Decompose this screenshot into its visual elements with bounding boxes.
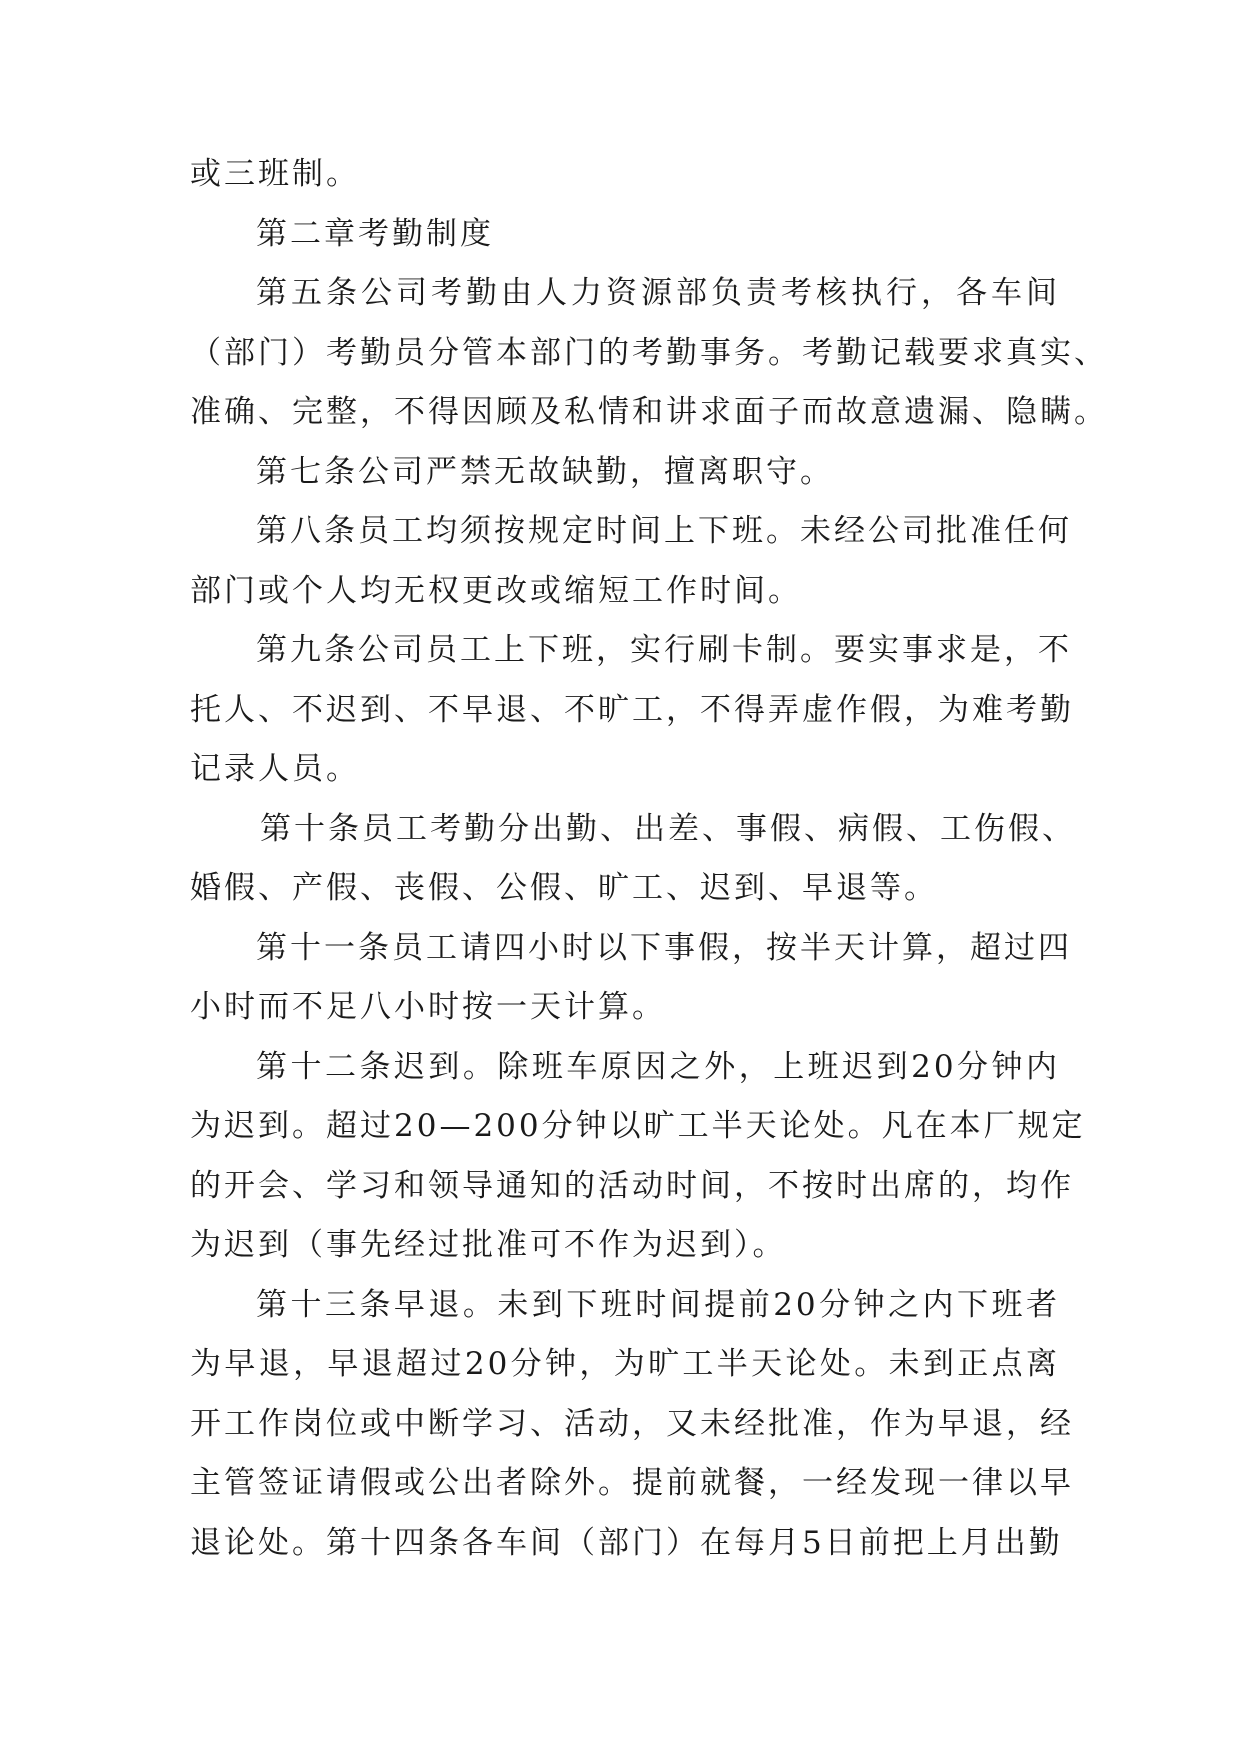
chapter-heading: 第二章考勤制度 (256, 215, 494, 252)
article-14-line-1: 退论处。第十四条各车间（部门）在每月5日前把上月出勤 (190, 1524, 1063, 1561)
article-10-line-2: 婚假、产假、丧假、公假、旷工、迟到、早退等。 (190, 870, 938, 906)
article-8-line-2: 部门或个人均无权更改或缩短工作时间。 (190, 572, 802, 609)
text-line: 或三班制。 (190, 156, 360, 192)
article-12-line-4: 为迟到（事先经过批准可不作为迟到）。 (190, 1227, 787, 1263)
article-9-line-3: 记录人员。 (190, 751, 360, 787)
article-5-line-2: （部门）考勤员分管本部门的考勤事务。考勤记载要求真实、 (190, 334, 1108, 371)
article-12-line-2: 为迟到。超过20—200分钟以旷工半天论处。凡在本厂规定 (190, 1108, 1086, 1144)
article-9-line-2: 托人、不迟到、不早退、不旷工，不得弄虚作假，为难考勤 (190, 691, 1074, 728)
article-13-line-4: 主管签证请假或公出者除外。提前就餐，一经发现一律以早 (190, 1465, 1074, 1501)
document-body (190, 145, 1108, 1573)
article-8-line-1: 第八条员工均须按规定时间上下班。未经公司批准任何 (256, 513, 1072, 549)
article-10-line-1: 第十条员工考勤分出勤、出差、事假、病假、工伤假、 (260, 810, 1076, 847)
article-11-line-1: 第十一条员工请四小时以下事假，按半天计算，超过四 (256, 929, 1072, 966)
article-7: 第七条公司严禁无故缺勤，擅离职守。 (256, 453, 834, 490)
article-13-line-1: 第十三条早退。未到下班时间提前20分钟之内下班者 (256, 1286, 1060, 1323)
article-13-line-2: 为早退，早退超过20分钟，为旷工半天论处。未到正点离 (190, 1346, 1060, 1382)
article-12-line-1: 第十二条迟到。除班车原因之外，上班迟到20分钟内 (256, 1048, 1060, 1085)
article-9-line-1: 第九条公司员工上下班，实行刷卡制。要实事求是，不 (256, 632, 1072, 668)
article-13-line-3: 开工作岗位或中断学习、活动，又未经批准，作为早退，经 (190, 1405, 1074, 1442)
article-12-line-3: 的开会、学习和领导通知的活动时间，不按时出席的，均作 (190, 1167, 1074, 1204)
article-11-line-2: 小时而不足八小时按一天计算。 (190, 989, 666, 1025)
article-5-line-3: 准确、完整，不得因顾及私情和讲求面子而故意遗漏、隐瞒。 (190, 394, 1108, 430)
article-5-line-1: 第五条公司考勤由人力资源部负责考核执行，各车间 (256, 275, 1060, 311)
